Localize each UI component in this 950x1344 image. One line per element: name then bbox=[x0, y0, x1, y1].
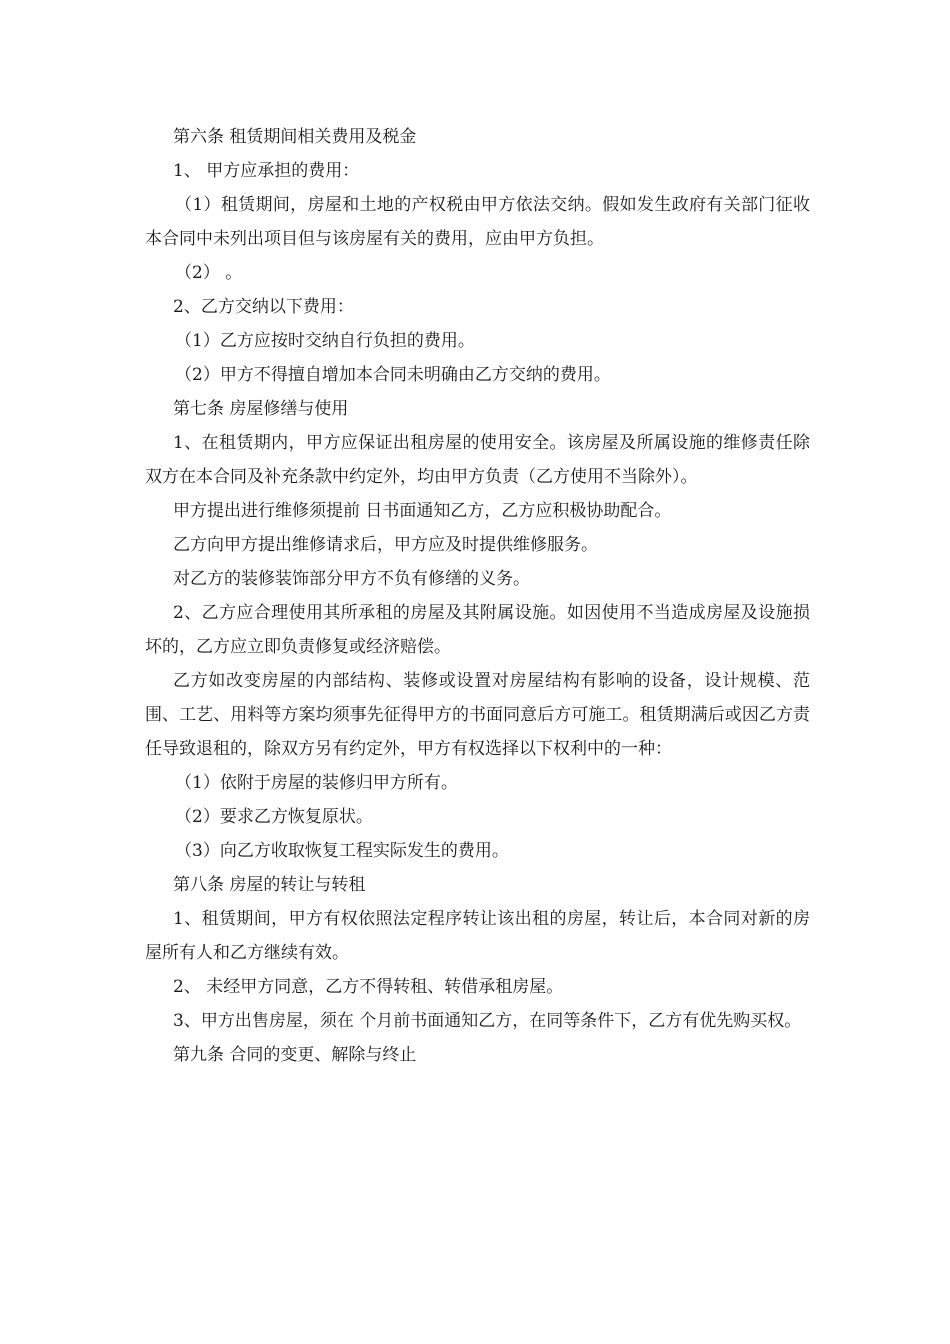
sub-clause: （2） 。 bbox=[175, 263, 243, 283]
clause: 3、甲方出售房屋，须在 个月前书面通知乙方，在同等条件下，乙方有优先购买权。 bbox=[173, 1011, 802, 1031]
clause: 1、在租赁期内，甲方应保证出租房屋的使用安全。该房屋及所属设施的维修责任除双方在本合同及补充条款中约定外，均由甲方负责（乙方使用不当除外）。 bbox=[145, 433, 810, 487]
clause: 1、 甲方应承担的费用： bbox=[173, 161, 360, 181]
clause-text: 对乙方的装修装饰部分甲方不负有修缮的义务。 bbox=[173, 569, 530, 589]
article-heading: 第九条 合同的变更、解除与终止 bbox=[173, 1045, 417, 1065]
clause-text: 甲方提出进行维修须提前 日书面通知乙方，乙方应积极协助配合。 bbox=[173, 501, 672, 521]
article-heading: 第六条 租赁期间相关费用及税金 bbox=[173, 127, 417, 147]
sub-clause: （3）向乙方收取恢复工程实际发生的费用。 bbox=[175, 841, 509, 861]
sub-clause: （1）乙方应按时交纳自行负担的费用。 bbox=[175, 331, 475, 351]
article-heading: 第七条 房屋修缮与使用 bbox=[173, 399, 349, 419]
sub-clause: （1）依附于房屋的装修归甲方所有。 bbox=[175, 773, 458, 793]
document-body bbox=[145, 120, 810, 1072]
clause: 2、乙方交纳以下费用： bbox=[173, 297, 354, 317]
sub-clause: （2）甲方不得擅自增加本合同未明确由乙方交纳的费用。 bbox=[175, 365, 611, 385]
clause: 2、 未经甲方同意，乙方不得转租、转借承租房屋。 bbox=[173, 977, 564, 997]
clause: 1、租赁期间，甲方有权依照法定程序转让该出租的房屋，转让后，本合同对新的房屋所有人和乙方继续有效。 bbox=[145, 909, 810, 963]
clause-text: 乙方如改变房屋的内部结构、装修或设置对房屋结构有影响的设备，设计规模、范围、工艺、用料等方案均须事先征得甲方的书面同意后方可施工。租赁期满后或因乙方责任导致退租的，除双方另有约定外，甲方有权选择以下权利中的一种： bbox=[145, 671, 810, 759]
sub-clause: （1）租赁期间，房屋和土地的产权税由甲方依法交纳。假如发生政府有关部门征收本合同中未列出项目但与该房屋有关的费用，应由甲方负担。 bbox=[145, 195, 810, 249]
sub-clause: （2）要求乙方恢复原状。 bbox=[175, 807, 373, 827]
clause-text: 乙方向甲方提出维修请求后，甲方应及时提供维修服务。 bbox=[173, 535, 598, 555]
article-heading: 第八条 房屋的转让与转租 bbox=[173, 875, 366, 895]
clause: 2、乙方应合理使用其所承租的房屋及其附属设施。如因使用不当造成房屋及设施损坏的，乙方应立即负责修复或经济赔偿。 bbox=[145, 603, 810, 657]
